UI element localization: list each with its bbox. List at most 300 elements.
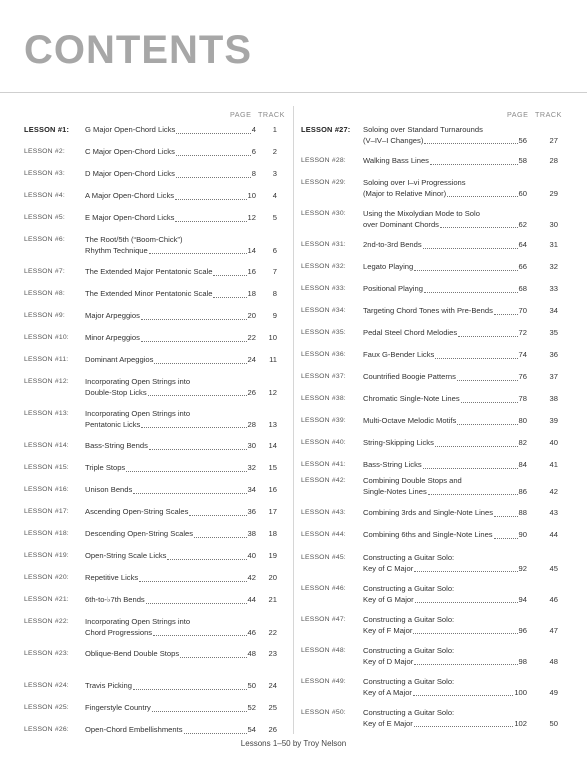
dot-leader <box>149 253 247 254</box>
track-column-header: TRACK <box>535 110 562 119</box>
lesson-title-with-leader <box>363 189 527 200</box>
page-number: 72 <box>518 328 527 337</box>
page-number: 94 <box>518 594 527 604</box>
lesson-title-with-leader <box>85 246 256 257</box>
track-number: 30 <box>549 219 558 229</box>
track-number: 38 <box>549 394 558 403</box>
lesson-title: Descending Open-String Scales <box>85 529 194 538</box>
page-title: CONTENTS <box>24 28 252 72</box>
track-number: 19 <box>268 551 277 560</box>
track-number: 24 <box>268 681 277 690</box>
lesson-title-with-leader <box>363 240 527 251</box>
lesson-number: LESSON #35: <box>301 329 346 336</box>
track-number: 4 <box>272 191 277 200</box>
page-number: 102 <box>514 718 527 728</box>
track-column-header: TRACK <box>258 110 285 119</box>
lesson-title: Repetitive Licks <box>85 573 139 582</box>
lesson-title-with-leader <box>363 530 527 541</box>
lesson-title-with-leader <box>363 262 527 273</box>
lesson-title-with-leader <box>85 191 256 202</box>
dot-leader <box>457 380 518 381</box>
track-number: 11 <box>269 355 277 364</box>
lesson-number: LESSON #19: <box>24 552 69 559</box>
lesson-title: C Major Open-Chord Licks <box>85 147 175 156</box>
page-number: 64 <box>518 240 527 249</box>
dot-leader <box>435 358 517 359</box>
page-number: 74 <box>518 350 527 359</box>
track-number: 28 <box>549 156 558 165</box>
lesson-title-line: The Root/5th (“Boom-Chick”) <box>85 235 183 244</box>
page-number: 36 <box>247 507 256 516</box>
page-number: 10 <box>247 191 256 200</box>
page-number: 70 <box>518 306 527 315</box>
lesson-title: Pentatonic Licks <box>85 419 141 429</box>
lesson-title-line: Incorporating Open Strings into <box>85 617 191 626</box>
contents-column-right <box>301 110 562 740</box>
lesson-title-line: Constructing a Guitar Solo: <box>363 584 455 593</box>
page-number: 6 <box>251 147 256 156</box>
lesson-title-with-leader <box>85 388 256 399</box>
page-number: 90 <box>518 530 527 539</box>
track-number: 33 <box>549 284 558 293</box>
track-number: 43 <box>549 508 558 517</box>
lesson-title-with-leader <box>85 725 256 736</box>
lesson-number: LESSON #40: <box>301 439 346 446</box>
page-number: 4 <box>251 125 256 134</box>
page-number: 24 <box>247 355 256 364</box>
lesson-title: The Extended Major Pentatonic Scale <box>85 267 213 276</box>
page-number: 54 <box>247 725 256 734</box>
top-divider <box>0 92 587 93</box>
track-number: 50 <box>549 718 558 728</box>
lesson-title-with-leader <box>85 681 256 692</box>
dot-leader <box>141 341 247 342</box>
lesson-title: Triple Stops <box>85 463 126 472</box>
page-number: 32 <box>247 463 256 472</box>
lesson-title: 6th-to-♭7th Bends <box>85 595 145 604</box>
lesson-number: LESSON #28: <box>301 157 346 164</box>
track-number: 1 <box>272 125 277 134</box>
page-number: 8 <box>251 169 256 178</box>
dot-leader <box>440 227 518 228</box>
lesson-title: Bass-String Licks <box>363 460 422 469</box>
page-number: 20 <box>247 311 256 320</box>
lesson-number: LESSON #26: <box>24 726 69 733</box>
page-number: 42 <box>247 573 256 582</box>
track-number: 41 <box>549 460 558 469</box>
lesson-title-with-leader <box>85 420 256 431</box>
dot-leader <box>180 657 246 658</box>
dot-leader <box>447 196 517 197</box>
lesson-title-with-leader <box>85 573 256 584</box>
lesson-title: Double-Stop Licks <box>85 387 147 397</box>
page-number: 44 <box>247 595 256 604</box>
lesson-title-line: Constructing a Guitar Solo: <box>363 553 455 562</box>
lesson-title-with-leader <box>363 508 527 519</box>
lesson-number: LESSON #32: <box>301 263 346 270</box>
page-number: 34 <box>247 485 256 494</box>
lesson-title-with-leader <box>363 306 527 317</box>
lesson-number: LESSON #48: <box>301 647 346 654</box>
page-number: 96 <box>518 625 527 635</box>
page-number: 30 <box>247 441 256 450</box>
track-number: 6 <box>272 245 277 255</box>
lesson-number: LESSON #44: <box>301 531 346 538</box>
track-number: 2 <box>272 147 277 156</box>
track-number: 35 <box>549 328 558 337</box>
lesson-number: LESSON #23: <box>24 650 69 657</box>
lesson-number: LESSON #20: <box>24 574 69 581</box>
lesson-title: A Major Open-Chord Licks <box>85 191 175 200</box>
track-number: 17 <box>268 507 277 516</box>
track-number: 26 <box>268 725 277 734</box>
lesson-title: Multi-Octave Melodic Motifs <box>363 416 457 425</box>
lesson-title-with-leader <box>85 147 256 158</box>
lesson-title-with-leader <box>85 485 256 496</box>
page-number: 28 <box>247 419 256 429</box>
page-number: 76 <box>518 372 527 381</box>
lesson-title: Key of C Major <box>363 563 414 573</box>
lesson-title: Chromatic Single-Note Lines <box>363 394 460 403</box>
lesson-number: LESSON #24: <box>24 682 69 689</box>
page-number: 78 <box>518 394 527 403</box>
track-number: 37 <box>549 372 558 381</box>
dot-leader <box>458 336 517 337</box>
lesson-title-with-leader <box>85 125 256 136</box>
lesson-number: LESSON #5: <box>24 214 65 221</box>
lesson-title-line: Combining Double Stops and <box>363 476 462 485</box>
lesson-title-with-leader <box>85 463 256 474</box>
track-number: 16 <box>268 485 277 494</box>
lesson-title: Combining 3rds and Single-Note Lines <box>363 508 494 517</box>
lesson-title-with-leader <box>363 657 527 668</box>
dot-leader <box>414 270 517 271</box>
lesson-title: Open-Chord Embellishments <box>85 725 183 734</box>
lesson-number: LESSON #16: <box>24 486 69 493</box>
lesson-title: Faux G-Bender Licks <box>363 350 435 359</box>
lesson-title-with-leader <box>85 311 256 322</box>
lesson-title-with-leader <box>363 487 527 498</box>
lesson-title: Countrified Boogie Patterns <box>363 372 456 381</box>
track-number: 44 <box>549 530 558 539</box>
page-number: 58 <box>518 156 527 165</box>
lesson-title-with-leader <box>363 394 527 405</box>
lesson-title: Positional Playing <box>363 284 423 293</box>
lesson-number: LESSON #47: <box>301 616 346 623</box>
lesson-title-with-leader <box>85 355 256 366</box>
lesson-title: String-Skipping Licks <box>363 438 434 447</box>
track-number: 23 <box>268 649 277 658</box>
lesson-title: D Major Open-Chord Licks <box>85 169 175 178</box>
page-number: 56 <box>518 135 527 145</box>
page-number: 60 <box>518 188 527 198</box>
column-divider <box>293 106 294 734</box>
lesson-number: LESSON #31: <box>301 241 346 248</box>
dot-leader <box>139 581 246 582</box>
track-number: 8 <box>272 289 277 298</box>
dot-leader <box>175 199 246 200</box>
lesson-title-with-leader <box>363 595 527 606</box>
page-number: 22 <box>247 333 256 342</box>
lesson-title-line: Incorporating Open Strings into <box>85 409 191 418</box>
lesson-title: The Extended Minor Pentatonic Scale <box>85 289 213 298</box>
page-number: 16 <box>247 267 256 276</box>
dot-leader <box>141 319 247 320</box>
lesson-title-with-leader <box>85 703 256 714</box>
dot-leader <box>435 446 518 447</box>
lesson-title-with-leader <box>85 595 256 606</box>
dot-leader <box>213 275 246 276</box>
lesson-title: Open-String Scale Licks <box>85 551 167 560</box>
page-number: 88 <box>518 508 527 517</box>
lesson-number: LESSON #3: <box>24 170 65 177</box>
dot-leader <box>148 395 247 396</box>
lesson-title-with-leader <box>85 289 256 300</box>
lesson-title: Travis Picking <box>85 681 132 690</box>
lesson-number: LESSON #38: <box>301 395 346 402</box>
lesson-number: LESSON #30: <box>301 210 346 217</box>
lesson-title: Chord Progressions <box>85 627 153 637</box>
footer-credit: Lessons 1–50 by Troy Nelson <box>240 739 347 748</box>
dot-leader <box>126 471 246 472</box>
track-number: 10 <box>268 333 277 342</box>
page-number: 18 <box>247 289 256 298</box>
lesson-title: Key of A Major <box>363 687 412 697</box>
page-number: 38 <box>247 529 256 538</box>
lesson-title-with-leader <box>85 551 256 562</box>
track-number: 29 <box>549 188 558 198</box>
lesson-number: LESSON #12: <box>24 378 69 385</box>
lesson-title-line: Incorporating Open Strings into <box>85 377 191 386</box>
track-number: 39 <box>549 416 558 425</box>
track-number: 15 <box>268 463 277 472</box>
track-number: 45 <box>549 563 558 573</box>
lesson-title-with-leader <box>85 169 256 180</box>
lesson-title-with-leader <box>85 333 256 344</box>
dot-leader <box>213 297 246 298</box>
lesson-title: Walking Bass Lines <box>363 156 429 165</box>
track-number: 31 <box>549 240 558 249</box>
lesson-number: LESSON #6: <box>24 236 65 243</box>
lesson-number: LESSON #46: <box>301 585 346 592</box>
page-number: 92 <box>518 563 527 573</box>
lesson-title-with-leader <box>363 416 527 427</box>
page-number: 82 <box>518 438 527 447</box>
lesson-number: LESSON #49: <box>301 678 346 685</box>
lesson-title-with-leader <box>85 267 256 278</box>
page-number: 100 <box>514 687 527 697</box>
lesson-title-with-leader <box>363 156 527 167</box>
dot-leader <box>430 164 518 165</box>
track-number: 3 <box>272 169 277 178</box>
lesson-title-with-leader <box>85 628 256 639</box>
lesson-number: LESSON #10: <box>24 334 69 341</box>
page-number: 14 <box>247 245 256 255</box>
lesson-title-line: Constructing a Guitar Solo: <box>363 677 455 686</box>
lesson-title: (Major to Relative Minor) <box>363 188 447 198</box>
lesson-number: LESSON #21: <box>24 596 69 603</box>
lesson-number: LESSON #27: <box>301 125 351 134</box>
page-number: 84 <box>518 460 527 469</box>
lesson-title: 2nd-to-3rd Bends <box>363 240 422 249</box>
dot-leader <box>461 402 518 403</box>
page-number: 46 <box>247 627 256 637</box>
dot-leader <box>176 155 251 156</box>
lesson-title-with-leader <box>85 507 256 518</box>
lesson-title-with-leader <box>363 220 527 231</box>
lesson-title-with-leader <box>363 328 527 339</box>
dot-leader <box>153 635 246 636</box>
lesson-title: Rhythm Technique <box>85 245 148 255</box>
track-number: 5 <box>272 213 277 222</box>
lesson-title: Key of F Major <box>363 625 413 635</box>
lesson-title-line: Using the Mixolydian Mode to Solo <box>363 209 480 218</box>
lesson-number: LESSON #8: <box>24 290 65 297</box>
track-number: 7 <box>272 267 277 276</box>
track-number: 48 <box>549 656 558 666</box>
dot-leader <box>154 363 246 364</box>
lesson-title: Fingerstyle Country <box>85 703 151 712</box>
lesson-number: LESSON #1: <box>24 125 70 134</box>
lesson-title-line: Soloing over Standard Turnarounds <box>363 125 483 134</box>
dot-leader <box>175 221 246 222</box>
lesson-number: LESSON #13: <box>24 410 69 417</box>
page-number: 26 <box>247 387 256 397</box>
lesson-title-with-leader <box>85 649 256 660</box>
lesson-title: Legato Playing <box>363 262 414 271</box>
page-column-header: PAGE <box>230 110 252 119</box>
lesson-title-with-leader <box>363 350 527 361</box>
lesson-title: Targeting Chord Tones with Pre-Bends <box>363 306 493 315</box>
lesson-title: Oblique-Bend Double Stops <box>85 649 180 658</box>
track-number: 13 <box>268 419 277 429</box>
lesson-number: LESSON #2: <box>24 148 65 155</box>
dot-leader <box>413 633 517 634</box>
track-number: 40 <box>549 438 558 447</box>
dot-leader <box>414 726 514 727</box>
lesson-number: LESSON #29: <box>301 179 346 186</box>
page-number: 98 <box>518 656 527 666</box>
dot-leader <box>414 571 517 572</box>
dot-leader <box>494 516 518 517</box>
track-number: 27 <box>549 135 558 145</box>
dot-leader <box>413 695 513 696</box>
lesson-title: Unison Bends <box>85 485 133 494</box>
lesson-title: G Major Open-Chord Licks <box>85 125 176 134</box>
lesson-number: LESSON #39: <box>301 417 346 424</box>
lesson-title-with-leader <box>363 372 527 383</box>
page-number: 86 <box>518 486 527 496</box>
dot-leader <box>167 559 246 560</box>
track-number: 12 <box>268 387 277 397</box>
lesson-number: LESSON #50: <box>301 709 346 716</box>
dot-leader <box>424 143 517 144</box>
lesson-title: Bass-String Bends <box>85 441 148 450</box>
track-number: 36 <box>549 350 558 359</box>
lesson-number: LESSON #4: <box>24 192 65 199</box>
dot-leader <box>457 424 517 425</box>
dot-leader <box>494 314 518 315</box>
dot-leader <box>141 427 246 428</box>
dot-leader <box>133 689 247 690</box>
track-number: 20 <box>268 573 277 582</box>
dot-leader <box>133 493 246 494</box>
lesson-number: LESSON #33: <box>301 285 346 292</box>
dot-leader <box>176 177 251 178</box>
page-number: 48 <box>247 649 256 658</box>
page-number: 12 <box>247 213 256 222</box>
lesson-title: Combining 6ths and Single-Note Lines <box>363 530 493 539</box>
track-number: 32 <box>549 262 558 271</box>
lesson-number: LESSON #11: <box>24 356 69 363</box>
track-number: 42 <box>549 486 558 496</box>
lesson-title-with-leader <box>363 688 527 699</box>
lesson-title-line: Constructing a Guitar Solo: <box>363 646 455 655</box>
track-number: 47 <box>549 625 558 635</box>
lesson-number: LESSON #37: <box>301 373 346 380</box>
track-number: 46 <box>549 594 558 604</box>
track-number: 34 <box>549 306 558 315</box>
lesson-title: Pedal Steel Chord Melodies <box>363 328 458 337</box>
lesson-title-with-leader <box>363 719 527 730</box>
lesson-title-with-leader <box>85 213 256 224</box>
page-number: 40 <box>247 551 256 560</box>
page-number: 80 <box>518 416 527 425</box>
lesson-title-with-leader <box>363 564 527 575</box>
dot-leader <box>146 603 247 604</box>
track-number: 18 <box>268 529 277 538</box>
page-number: 66 <box>518 262 527 271</box>
lesson-title-with-leader <box>85 529 256 540</box>
dot-leader <box>184 733 247 734</box>
dot-leader <box>149 449 247 450</box>
lesson-number: LESSON #36: <box>301 351 346 358</box>
page-number: 62 <box>518 219 527 229</box>
page-number: 52 <box>247 703 256 712</box>
lesson-title-line: Constructing a Guitar Solo: <box>363 708 455 717</box>
lesson-title-with-leader <box>85 441 256 452</box>
lesson-title: Key of D Major <box>363 656 414 666</box>
page-number: 68 <box>518 284 527 293</box>
lesson-title-with-leader <box>363 284 527 295</box>
lesson-title-with-leader <box>363 460 527 471</box>
lesson-number: LESSON #43: <box>301 509 346 516</box>
dot-leader <box>176 133 250 134</box>
dot-leader <box>494 538 518 539</box>
dot-leader <box>414 664 517 665</box>
lesson-title-line: Soloing over I–vi Progressions <box>363 178 466 187</box>
page-column-header: PAGE <box>507 110 529 119</box>
lesson-title-with-leader <box>363 438 527 449</box>
lesson-number: LESSON #25: <box>24 704 69 711</box>
lesson-title: over Dominant Chords <box>363 219 439 229</box>
dot-leader <box>423 468 518 469</box>
lesson-title: Key of E Major <box>363 718 413 728</box>
track-number: 25 <box>268 703 277 712</box>
lesson-title: Minor Arpeggios <box>85 333 140 342</box>
lesson-number: LESSON #14: <box>24 442 69 449</box>
dot-leader <box>152 711 247 712</box>
track-number: 21 <box>268 595 277 604</box>
lesson-number: LESSON #42: <box>301 477 346 484</box>
dot-leader <box>194 537 246 538</box>
dot-leader <box>415 602 518 603</box>
lesson-title-line: Constructing a Guitar Solo: <box>363 615 455 624</box>
lesson-number: LESSON #15: <box>24 464 69 471</box>
dot-leader <box>189 515 246 516</box>
lesson-title: (V–IV–I Changes) <box>363 135 424 145</box>
track-number: 9 <box>272 311 277 320</box>
